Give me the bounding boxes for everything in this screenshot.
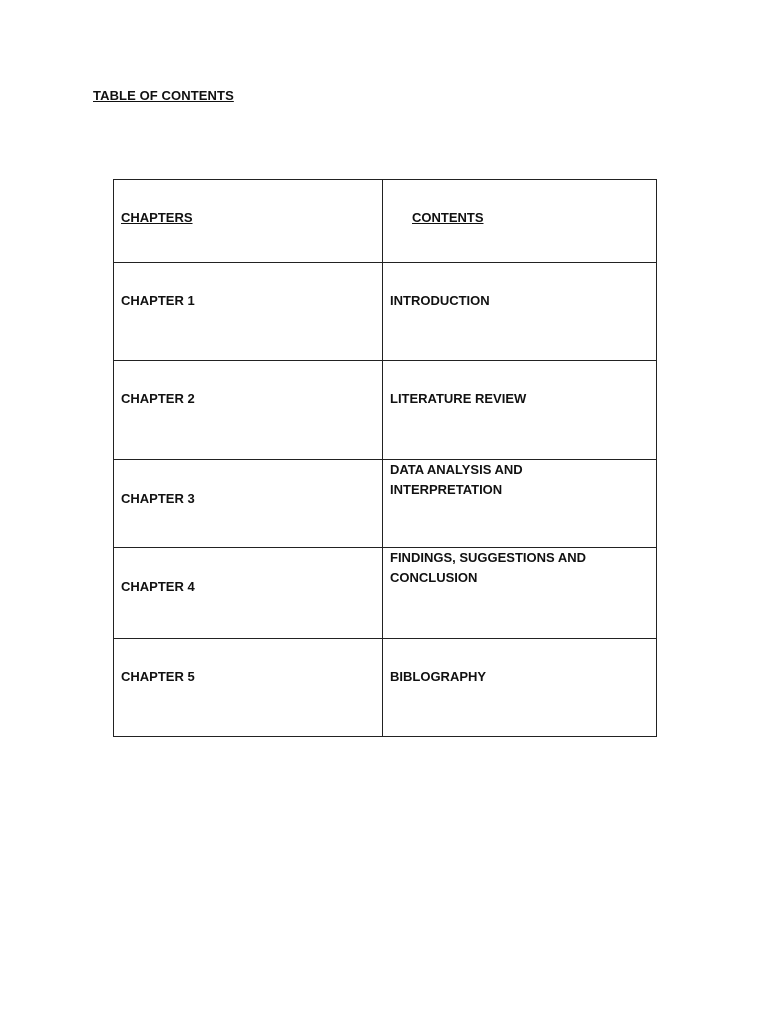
table-row bbox=[114, 548, 657, 639]
chapter-cell bbox=[114, 361, 383, 460]
header-cell-chapters bbox=[114, 180, 383, 263]
header-label-chapters: CHAPTERS bbox=[121, 210, 193, 225]
chapter-cell bbox=[114, 460, 383, 548]
chapter-label: CHAPTER 1 bbox=[121, 293, 195, 308]
table-header-row bbox=[114, 180, 657, 263]
content-label: DATA ANALYSIS AND INTERPRETATION bbox=[390, 462, 523, 497]
content-label: BIBLOGRAPHY bbox=[390, 669, 487, 684]
content-label: INTRODUCTION bbox=[390, 293, 490, 308]
content-cell bbox=[383, 263, 657, 361]
toc-table bbox=[113, 179, 657, 737]
content-cell bbox=[383, 460, 657, 548]
chapter-label: CHAPTER 2 bbox=[121, 391, 195, 406]
chapter-label: CHAPTER 4 bbox=[121, 579, 195, 594]
content-label: LITERATURE REVIEW bbox=[390, 391, 527, 406]
content-cell bbox=[383, 639, 657, 737]
content-label: FINDINGS, SUGGESTIONS AND CONCLUSION bbox=[390, 550, 586, 585]
table-row bbox=[114, 263, 657, 361]
table-row bbox=[114, 639, 657, 737]
chapter-cell bbox=[114, 639, 383, 737]
table-row bbox=[114, 361, 657, 460]
chapter-label: CHAPTER 5 bbox=[121, 669, 195, 684]
content-cell bbox=[383, 361, 657, 460]
header-cell-contents bbox=[383, 180, 657, 263]
content-cell bbox=[383, 548, 657, 639]
header-label-contents: CONTENTS bbox=[412, 210, 484, 225]
chapter-cell bbox=[114, 548, 383, 639]
chapter-label: CHAPTER 3 bbox=[121, 491, 195, 506]
page-title: TABLE OF CONTENTS bbox=[93, 88, 234, 103]
table-row bbox=[114, 460, 657, 548]
chapter-cell bbox=[114, 263, 383, 361]
